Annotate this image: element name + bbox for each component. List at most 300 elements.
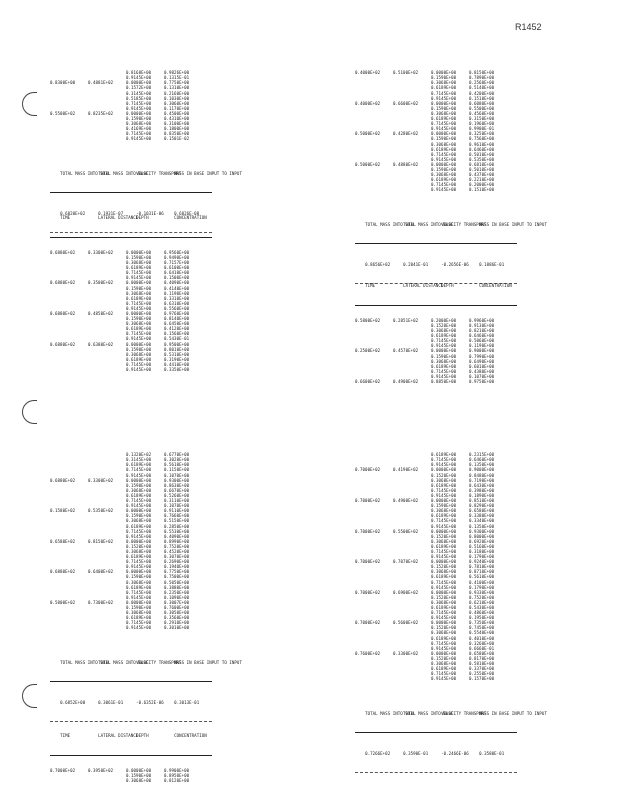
cell: 0.4881E+02 bbox=[88, 80, 114, 86]
cell: 0.1560E+00 bbox=[164, 331, 190, 337]
cell: 0.1190E+00 bbox=[164, 290, 190, 296]
cell: 0.0000E+00 bbox=[431, 650, 457, 656]
cell: 0.4850E+02 bbox=[88, 310, 114, 316]
cell: 0.9145E+00 bbox=[431, 554, 457, 560]
cell: 0.6189E+00 bbox=[431, 482, 457, 488]
cell: 0.3068E+00 bbox=[431, 172, 457, 178]
cell: 0.6400E+02 bbox=[88, 569, 114, 575]
cell: 0.1590E+00 bbox=[126, 254, 152, 260]
cell: 0.9145E+00 bbox=[126, 75, 152, 81]
cell: 0.6460E+00 bbox=[469, 333, 495, 339]
cell: 0.3060E+00 bbox=[164, 100, 190, 106]
cell: 0.6189E+00 bbox=[431, 452, 457, 458]
cell: 0.3560E+00 bbox=[164, 615, 190, 621]
cell: 0.5260E+00 bbox=[164, 492, 190, 498]
cell: 0.7000E+02 bbox=[355, 498, 381, 504]
cell: 0.7145E+00 bbox=[431, 182, 457, 188]
cell: 0.1940E+00 bbox=[164, 564, 190, 570]
cell: 0.7190E+00 bbox=[469, 477, 495, 483]
cell: 0.3068E+00 bbox=[431, 80, 457, 86]
cell: 0.6880E+02 bbox=[50, 249, 76, 255]
cell: 0.4120E+00 bbox=[164, 326, 190, 332]
cell: 0.0000E+00 bbox=[431, 620, 457, 626]
cell: 0.9900E+00 bbox=[164, 767, 190, 773]
cell: 0.7600E+00 bbox=[164, 605, 190, 610]
cell: 0.6880E+02 bbox=[50, 310, 76, 316]
cell: 0.7350E+00 bbox=[469, 620, 495, 626]
cell: 0.7990E+00 bbox=[469, 353, 495, 359]
divider bbox=[355, 772, 517, 773]
column-header: MASS IN BASE INPUT TO INPUT bbox=[174, 170, 242, 176]
cell: 0.1590E+00 bbox=[431, 503, 457, 509]
cell: 0.7300E+02 bbox=[88, 599, 114, 605]
cell: 0.9145E+00 bbox=[126, 503, 152, 509]
cell: 0.2851E+02 bbox=[393, 317, 419, 323]
cell: 0.7070E+02 bbox=[393, 559, 419, 565]
page-id: R1452 bbox=[515, 22, 542, 32]
cell: 0.3013E-01 bbox=[174, 699, 200, 705]
cell: 0.7145E+00 bbox=[431, 518, 457, 524]
cell: 0.6580E+02 bbox=[50, 538, 76, 544]
cell: 0.7520E+00 bbox=[469, 594, 495, 600]
cell: 0.7000E+02 bbox=[50, 767, 76, 773]
column-header: CONCENTRATION bbox=[174, 733, 207, 739]
cell: 0.4280E+02 bbox=[393, 131, 419, 137]
cell: 0.6380E+02 bbox=[88, 341, 114, 347]
cell: 0.1890E+00 bbox=[469, 492, 495, 498]
cell: 0.1150E+00 bbox=[164, 467, 190, 473]
cell: 0.3260E+00 bbox=[469, 640, 495, 646]
cell: 0.8170E+00 bbox=[469, 655, 495, 661]
cell: 0.1070E+00 bbox=[164, 503, 190, 509]
cell: 0.1590E+00 bbox=[126, 574, 152, 580]
cell: 0.7145E+00 bbox=[431, 640, 457, 646]
cell: 0.7000E+02 bbox=[355, 528, 381, 534]
cell: 0.5000E+02 bbox=[355, 131, 381, 137]
cell: 0.3068E+00 bbox=[126, 518, 152, 524]
cell: 0.2000E+00 bbox=[431, 317, 457, 323]
cell: 0.3068E+00 bbox=[431, 661, 457, 667]
cell: -0.1031E-06 bbox=[136, 210, 164, 216]
cell: 0.1590E+00 bbox=[126, 772, 152, 778]
printout-block bbox=[50, 200, 212, 377]
cell: 0.7000E+02 bbox=[355, 559, 381, 565]
cell: 0.6189E+00 bbox=[431, 543, 457, 549]
cell: 0.8140E+00 bbox=[164, 316, 190, 322]
cell: 0.9110E+00 bbox=[164, 508, 190, 514]
cell: 0.8480E+00 bbox=[469, 472, 495, 478]
cell: 0.5310E+00 bbox=[164, 351, 190, 357]
cell: 0.1570E+00 bbox=[469, 676, 495, 682]
cell: 0.3010E+00 bbox=[164, 625, 190, 631]
cell: 0.8710E+00 bbox=[469, 569, 495, 575]
cell: 0.3145E+00 bbox=[126, 90, 152, 96]
cell: 0.3070E+00 bbox=[164, 554, 190, 560]
cell: 0.8120E+00 bbox=[164, 778, 190, 784]
cell: 0.6210E+00 bbox=[469, 599, 495, 605]
cell: 0.7750E+00 bbox=[164, 569, 190, 575]
cell: 0.6189E+00 bbox=[126, 615, 152, 621]
divider bbox=[50, 192, 212, 193]
printout-block bbox=[50, 442, 242, 729]
cell: 0.3068E+00 bbox=[126, 548, 152, 554]
cell: 0.6189E+00 bbox=[431, 116, 457, 122]
cell: 0.8010E+00 bbox=[164, 346, 190, 352]
cell: 0.5810E+00 bbox=[469, 661, 495, 667]
cell: 0.5800E+02 bbox=[355, 317, 381, 323]
cell: 0.5610E+00 bbox=[469, 574, 495, 580]
cell: 0.0000E+00 bbox=[126, 341, 152, 347]
cell: 0.7145E+00 bbox=[126, 467, 152, 473]
cell: 0.2315E+00 bbox=[469, 452, 495, 458]
column-header: DEPTH bbox=[441, 283, 454, 289]
cell: 0.3050E+00 bbox=[164, 610, 190, 616]
printout-block bbox=[355, 60, 547, 291]
cell: 0.1070E+00 bbox=[469, 373, 495, 379]
cell: 0.7145E+00 bbox=[431, 457, 457, 463]
cell: 0.9560E+00 bbox=[164, 249, 190, 255]
cell: 0.3068E+00 bbox=[126, 610, 152, 616]
cell: 0.7145E+00 bbox=[126, 331, 152, 337]
cell: 0.0000E+00 bbox=[126, 599, 152, 605]
table-row bbox=[355, 379, 517, 384]
cell: 0.0000E+00 bbox=[431, 131, 457, 137]
cell: 0.8150E+00 bbox=[469, 70, 495, 76]
cell: 0.6880E+02 bbox=[50, 569, 76, 575]
cell: 0.3068E+00 bbox=[126, 579, 152, 585]
cell: 0.2160E+00 bbox=[164, 90, 190, 96]
cell: 0.3580E-01 bbox=[479, 750, 505, 756]
cell: 0.4000E+02 bbox=[355, 70, 381, 76]
cell: 0.1590E+00 bbox=[126, 482, 152, 488]
cell: 0.0000E+00 bbox=[126, 508, 152, 514]
cell: 0.9240E+00 bbox=[469, 559, 495, 565]
cell: 0.1310E+00 bbox=[164, 85, 190, 91]
cell: 0.2550E+00 bbox=[469, 671, 495, 677]
cell: 0.5500E+02 bbox=[50, 110, 76, 116]
cell: 0.9145E+00 bbox=[126, 594, 152, 600]
column-header: VELOCITY TRANSPORT bbox=[441, 221, 487, 227]
cell: 0.1590E+00 bbox=[126, 285, 152, 291]
column-header: VELOCITY TRANSPORT bbox=[136, 659, 182, 665]
cell: 0.6670E+00 bbox=[164, 487, 190, 493]
cell: 0.5350E+02 bbox=[88, 508, 114, 514]
cell: 0.6189E+00 bbox=[431, 666, 457, 672]
cell: 0.1800E+00 bbox=[164, 126, 190, 132]
cell: 0.9145E+00 bbox=[431, 615, 457, 621]
cell: 0.6189E+00 bbox=[431, 85, 457, 91]
cell: 0.6189E+00 bbox=[126, 523, 152, 529]
cell: 0.2910E+00 bbox=[164, 620, 190, 626]
cell: 0.1572E+00 bbox=[126, 85, 152, 91]
cell: 0.5610E+00 bbox=[164, 462, 190, 468]
cell: 0.4410E+00 bbox=[164, 361, 190, 367]
cell: 0.4010E+00 bbox=[469, 635, 495, 641]
cell: 0.3068E+00 bbox=[126, 290, 152, 296]
cell: 0.7145E+00 bbox=[126, 498, 152, 504]
cell: 0.0000E+00 bbox=[126, 249, 152, 255]
cell: 0.7560E+00 bbox=[469, 136, 495, 142]
cell: 0.1790E+00 bbox=[469, 584, 495, 590]
cell: 0.8168E+00 bbox=[126, 70, 152, 76]
cell: -0.2466E-06 bbox=[441, 750, 469, 756]
totals-header bbox=[50, 166, 242, 181]
cell: 0.7145E+00 bbox=[431, 121, 457, 127]
cell: 0.6189E+00 bbox=[431, 605, 457, 610]
cell: 0.1886E-01 bbox=[479, 261, 505, 267]
cell: 0.9145E+00 bbox=[126, 136, 152, 142]
cell: 0.3068E+00 bbox=[126, 778, 152, 784]
cell: 0.6189E+00 bbox=[431, 363, 457, 369]
data-rows bbox=[355, 318, 517, 384]
cell: 0.1590E+00 bbox=[126, 316, 152, 322]
cell: 0.6460E+00 bbox=[469, 146, 495, 152]
cell: 0.5500E+00 bbox=[469, 105, 495, 111]
cell: 0.9145E+00 bbox=[126, 625, 152, 631]
cell: 0.3980E+00 bbox=[469, 487, 495, 493]
cell: 0.0000E+00 bbox=[126, 538, 152, 544]
cell: 0.9145E+00 bbox=[431, 373, 457, 379]
cell: 0.6826E-08 bbox=[174, 210, 200, 216]
column-header: TOTAL MASS INTO SOIL bbox=[60, 659, 111, 665]
cell: 0.3068E+00 bbox=[431, 538, 457, 544]
cell: 0.6600E+02 bbox=[393, 100, 419, 106]
cell: 0.9130E+00 bbox=[469, 322, 495, 328]
cell: 0.3068E+00 bbox=[431, 630, 457, 636]
cell: 0.9826E+00 bbox=[164, 70, 190, 76]
cell: 0.4560E+00 bbox=[469, 110, 495, 116]
column-header: TOTAL MASS INTO SOIL bbox=[365, 710, 416, 716]
table-row bbox=[50, 625, 212, 630]
cell: 0.1790E+00 bbox=[469, 554, 495, 560]
cell: 0.1030E+00 bbox=[164, 95, 190, 101]
cell: 0.0000E+00 bbox=[431, 467, 457, 473]
cell: 0.5560E+00 bbox=[164, 305, 190, 311]
cell: 0.9960E+00 bbox=[469, 317, 495, 323]
column-header: TOTAL MASS INTO BASE bbox=[403, 221, 454, 227]
cell: -0.2656E-06 bbox=[441, 261, 469, 267]
cell: 0.4169E+00 bbox=[126, 126, 152, 132]
cell: 0.9000E+00 bbox=[469, 467, 495, 473]
cell: 0.7145E+00 bbox=[126, 270, 152, 276]
cell: 0.4900E+02 bbox=[393, 378, 419, 384]
column-header: CONCENTRATION bbox=[174, 215, 207, 221]
cell: 0.9500E+00 bbox=[164, 341, 190, 347]
cell: 0.8850E+00 bbox=[431, 378, 457, 384]
cell: 0.7660E+00 bbox=[164, 513, 190, 519]
cell: 0.1520E+00 bbox=[431, 655, 457, 661]
cell: 0.3340E+00 bbox=[469, 518, 495, 524]
cell: 0.1520E+00 bbox=[431, 322, 457, 328]
cell: 0.1931E-07 bbox=[98, 210, 124, 216]
cell: -0.6352E-06 bbox=[136, 699, 164, 705]
divider bbox=[50, 681, 212, 682]
column-header: DEPTH bbox=[136, 733, 149, 739]
cell: 0.7520E+00 bbox=[164, 543, 190, 549]
divider bbox=[355, 732, 517, 733]
profile-header bbox=[50, 728, 212, 743]
cell: 0.6189E+00 bbox=[126, 462, 152, 468]
column-header: VELOCITY TRANSPORT bbox=[136, 170, 182, 176]
cell: 0.9145E+00 bbox=[431, 676, 457, 682]
cell: 0.3068E+00 bbox=[126, 351, 152, 357]
cell: 0.8630E+00 bbox=[164, 482, 190, 488]
cell: 0.1170E+00 bbox=[164, 105, 190, 111]
cell: 0.8235E+02 bbox=[88, 110, 114, 116]
cell: 0.6410E+00 bbox=[164, 270, 190, 276]
cell: 0.9145E+00 bbox=[431, 126, 457, 132]
column-header: MASS IN BASE INPUT TO INPUT bbox=[479, 221, 547, 227]
cell: 0.4380E+00 bbox=[469, 368, 495, 374]
cell: 0.0000E+00 bbox=[431, 589, 457, 595]
cell: 0.7000E+02 bbox=[355, 467, 381, 473]
cell: 0.4140E+00 bbox=[164, 285, 190, 291]
cell: 0.7145E+00 bbox=[431, 90, 457, 96]
column-header: TIME bbox=[60, 733, 71, 739]
cell: 0.3110E+00 bbox=[164, 498, 190, 504]
cell: 0.4090E+00 bbox=[164, 280, 190, 286]
cell: 0.6820E+02 bbox=[60, 210, 86, 216]
cell: 0.8210E+00 bbox=[469, 328, 495, 334]
data-rows bbox=[50, 452, 212, 630]
cell: 0.0000E+00 bbox=[431, 348, 457, 354]
cell: 0.4100E+00 bbox=[469, 579, 495, 585]
totals-header bbox=[355, 217, 547, 232]
cell: 0.0000E+00 bbox=[126, 310, 152, 316]
cell: 0.1350E+00 bbox=[469, 523, 495, 529]
cell: 0.4370E+00 bbox=[469, 172, 495, 178]
cell: 0.6880E+02 bbox=[50, 341, 76, 347]
cell: 0.1590E+00 bbox=[126, 346, 152, 352]
cell: 0.5140E+00 bbox=[469, 85, 495, 91]
totals-header bbox=[50, 655, 242, 670]
cell: 0.0000E+00 bbox=[126, 110, 152, 116]
cell: 0.3950E+02 bbox=[88, 767, 114, 773]
cell: 0.4090E+00 bbox=[164, 533, 190, 539]
cell: 0.7600E+02 bbox=[355, 650, 381, 656]
cell: 0.5350E+00 bbox=[469, 156, 495, 162]
cell: 0.6189E+00 bbox=[431, 513, 457, 519]
cell: 0.3370E+00 bbox=[469, 666, 495, 672]
cell: 0.9145E+00 bbox=[431, 156, 457, 162]
cell: 0.6080E+00 bbox=[469, 100, 495, 106]
cell: 0.6810E+00 bbox=[469, 161, 495, 167]
cell: 0.5185E+00 bbox=[126, 95, 152, 101]
cell: 0.1520E+00 bbox=[431, 472, 457, 478]
cell: 0.4310E+00 bbox=[164, 116, 190, 122]
cell: 0.9145E+00 bbox=[126, 275, 152, 281]
cell: 0.5100E+02 bbox=[393, 70, 419, 76]
cell: 0.9145E+00 bbox=[126, 305, 152, 311]
cell: 0.1590E+00 bbox=[431, 105, 457, 111]
column-header: DEPTH bbox=[136, 215, 149, 221]
printout-block bbox=[355, 268, 517, 389]
cell: 0.6010E+00 bbox=[469, 363, 495, 369]
cell: 0.9145E+00 bbox=[431, 187, 457, 193]
cell: 0.7000E+02 bbox=[355, 620, 381, 626]
cell: 0.7450E+00 bbox=[469, 625, 495, 631]
cell: 0.6460E+00 bbox=[469, 457, 495, 463]
cell: 0.0000E+00 bbox=[126, 280, 152, 286]
cell: 0.1350E+00 bbox=[469, 462, 495, 468]
cell: 0.6189E+00 bbox=[431, 635, 457, 641]
column-header: MASS IN BASE INPUT TO INPUT bbox=[174, 659, 242, 665]
cell: 0.7266E+02 bbox=[365, 750, 391, 756]
cell: 0.3068E+00 bbox=[126, 321, 152, 327]
cell: 0.3180E+00 bbox=[469, 548, 495, 554]
cell: 0.2560E+00 bbox=[469, 80, 495, 86]
cell: 0.5010E+00 bbox=[469, 166, 495, 172]
cell: 0.6189E+00 bbox=[126, 356, 152, 362]
cell: 0.5010E+00 bbox=[469, 151, 495, 157]
cell: 0.7145E+00 bbox=[431, 338, 457, 344]
cell: 0.6189E+00 bbox=[431, 177, 457, 183]
divider bbox=[50, 237, 212, 238]
cell: 0.1500E+00 bbox=[164, 275, 190, 281]
cell: 0.1580E+02 bbox=[50, 508, 76, 514]
cell: 0.1520E+00 bbox=[431, 594, 457, 600]
totals-row bbox=[355, 745, 517, 760]
cell: 0.5430E-01 bbox=[164, 336, 190, 342]
cell: 0.9300E+00 bbox=[469, 528, 495, 534]
cell: 0.2350E+00 bbox=[164, 589, 190, 595]
cell: 0.6852E+00 bbox=[60, 699, 86, 705]
cell: 0.7000E+02 bbox=[355, 589, 381, 595]
column-header: TOTAL MASS INTO BASE bbox=[98, 659, 149, 665]
cell: 0.6100E+00 bbox=[164, 265, 190, 271]
cell: 0.9145E+00 bbox=[126, 105, 152, 111]
cell: 0.5540E+00 bbox=[469, 630, 495, 636]
cell: 0.9145E+00 bbox=[431, 523, 457, 529]
cell: 0.9490E+00 bbox=[164, 254, 190, 260]
cell: 0.0000E+00 bbox=[431, 528, 457, 534]
cell: 0.5150E+00 bbox=[164, 518, 190, 524]
cell: 0.9145E+00 bbox=[431, 343, 457, 349]
cell: 0.0000E+00 bbox=[126, 477, 152, 483]
cell: 0.6189E+00 bbox=[431, 574, 457, 580]
table-row bbox=[355, 187, 517, 192]
cell: 0.0000E+00 bbox=[431, 100, 457, 106]
cell: 0.5500E+02 bbox=[393, 528, 419, 534]
cell: 0.9760E+00 bbox=[164, 310, 190, 316]
cell: 0.0000E+00 bbox=[431, 498, 457, 504]
cell: 0.2210E+00 bbox=[469, 177, 495, 183]
cell: 0.3150E+00 bbox=[469, 116, 495, 122]
cell: 0.9145E+00 bbox=[431, 492, 457, 498]
cell: 0.8150E+02 bbox=[88, 538, 114, 544]
binder-hole-mark bbox=[22, 92, 37, 116]
cell: 0.5050E+00 bbox=[164, 579, 190, 585]
cell: 0.9330E+00 bbox=[469, 589, 495, 595]
cell: 0.1590E+00 bbox=[126, 513, 152, 519]
cell: 0.1590E+00 bbox=[431, 136, 457, 142]
cell: 0.5600E+02 bbox=[393, 620, 419, 626]
cell: 0.7890E+00 bbox=[469, 75, 495, 81]
cell: 0.9145E+00 bbox=[126, 564, 152, 570]
cell: 0.3068E+00 bbox=[431, 477, 457, 483]
cell: 0.4570E+02 bbox=[393, 348, 419, 354]
cell: 0.9000E+00 bbox=[469, 348, 495, 354]
cell: 0.3068E+00 bbox=[431, 508, 457, 514]
cell: 0.6580E+00 bbox=[469, 508, 495, 514]
column-header: TOTAL MASS INTO BASE bbox=[403, 710, 454, 716]
divider bbox=[50, 755, 212, 756]
cell: 0.1520E+00 bbox=[431, 564, 457, 570]
data-rows bbox=[50, 768, 212, 783]
cell: 0.7810E+00 bbox=[469, 564, 495, 570]
cell: 0.6189E+00 bbox=[126, 326, 152, 332]
cell: 0.8300E+00 bbox=[50, 80, 76, 86]
